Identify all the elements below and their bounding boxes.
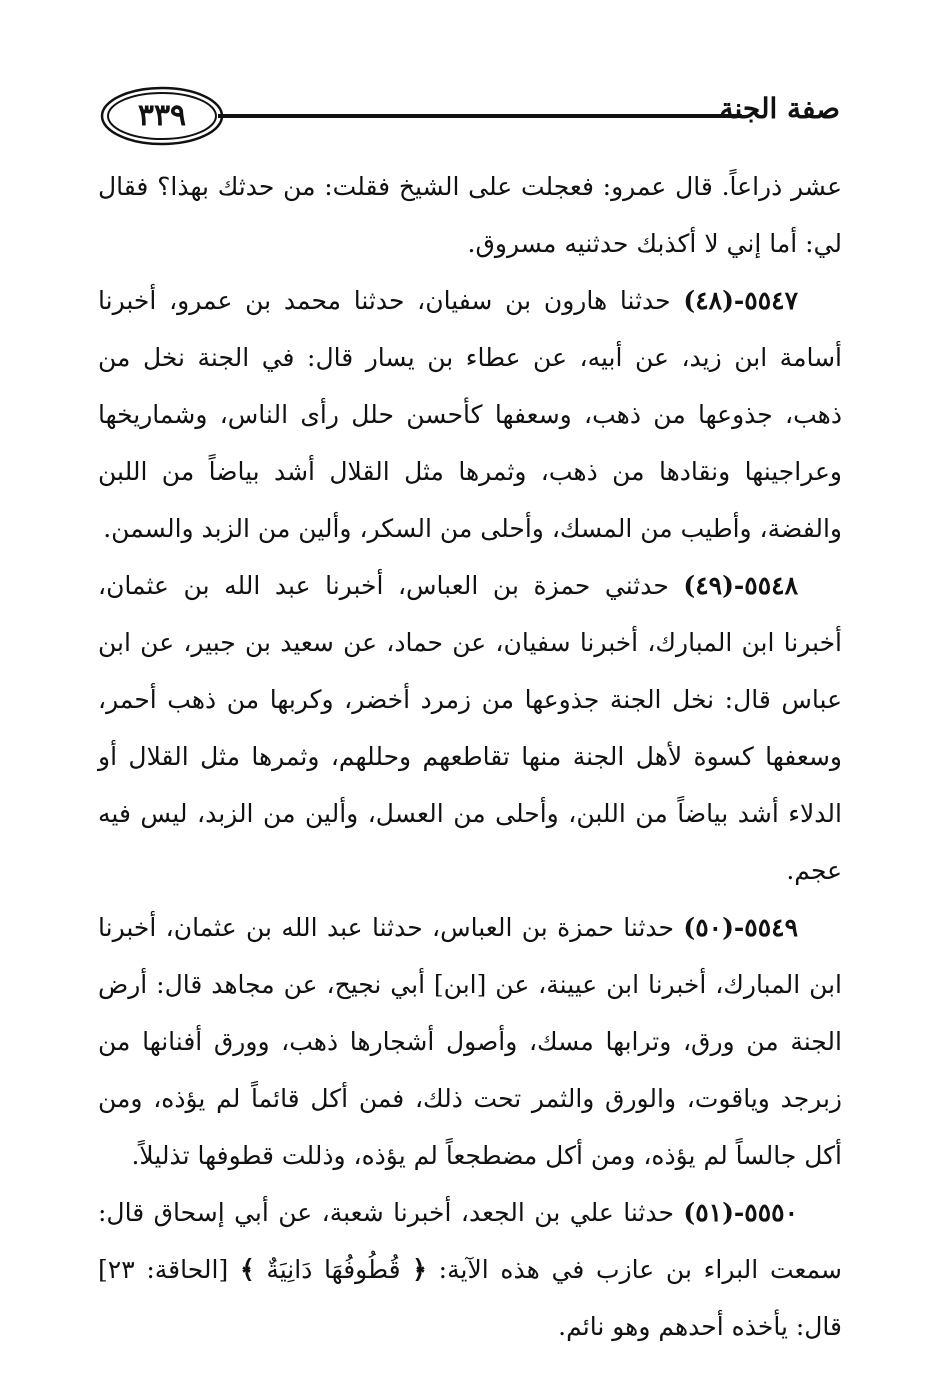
page-number: ٣٣٩ [137,98,187,133]
header-rule [218,114,742,118]
paragraph-text: حدثنا علي بن الجعد، أخبرنا شعبة، عن أبي إسحاق قال: سمعت البراء بن عازب في هذه الآية: [98,1198,842,1284]
paragraph-text: عشر ذراعاً. قال عمرو: فعجلت على الشيخ فقلت: من حدثك بهذا؟ فقال لي: أما إني لا أكذبك حدثنيه مسروق. [98,172,842,258]
page-header [100,86,840,148]
paragraph-text: حدثني حمزة بن العباس، أخبرنا عبد الله بن عثمان، أخبرنا ابن المبارك، أخبرنا سفيان، عن حماد، عن سعيد بن جبير، عن ابن عباس قال: نخل الجنة جذوعها من زمرد أخضر، وكربها من ذهب أحمر، وسعفها كسوة لأهل الجنة منها تقاطعهم وحللهم، وثمرها مثل القلال أو الدلاء أشد بياضاً من اللبن، وأحلى من العسل، وألين من الزبد، ليس فيه عجم. [98,571,842,885]
paragraph-continuation [98,158,842,272]
paragraph-text: حدثنا هارون بن سفيان، حدثنا محمد بن عمرو، أخبرنا أسامة ابن زيد، عن أبيه، عن عطاء بن يسار قال: في الجنة نخل من ذهب، جذوعها من ذهب، وسعفها كأحسن حلل رأى الناس، وشماريخها وعراجينها ونقادها من ذهب، وثمرها مثل القلال أشد بياضاً من اللبن والفضة، وأطيب من المسك، وأحلى من السكر، وألين من الزبد والسمن. [98,286,842,543]
quran-verse: قُطُوفُهَا دَانِيَةٌ [254,1255,413,1284]
hadith-number: ٥٥٤٨-(٤٩) [683,571,798,600]
hadith-paragraph [98,899,842,1184]
hadith-paragraph [98,1184,842,1355]
quran-open-bracket: ﴿ [412,1255,427,1284]
page-number-frame [100,86,224,146]
body-text [98,158,842,1355]
hadith-paragraph [98,557,842,899]
paragraph-text: [الحاقة: ٢٣] قال: يأخذه أحدهم وهو نائم. [98,1255,842,1341]
paragraph-text: حدثنا حمزة بن العباس، حدثنا عبد الله بن عثمان، أخبرنا ابن المبارك، أخبرنا ابن عيينة، عن [ابن] أبي نجيح، عن مجاهد قال: أرض الجنة من ورق، وترابها مسك، وأصول أشجارها ذهب، وورق أفنانها من زبرجد وياقوت، والورق والثمر تحت ذلك، فمن أكل قائماً لم يؤذه، ومن أكل جالساً لم يؤذه، ومن أكل مضطجعاً لم يؤذه، وذللت قطوفها تذليلاً. [98,913,842,1170]
hadith-number: ٥٥٥٠-(٥١) [683,1198,798,1227]
hadith-number: ٥٥٤٧-(٤٨) [683,286,798,315]
hadith-paragraph [98,272,842,557]
running-title: صفة الجنة [719,92,840,125]
hadith-number: ٥٥٤٩-(٥٠) [683,913,798,942]
quran-close-bracket: ﴾ [239,1255,255,1284]
